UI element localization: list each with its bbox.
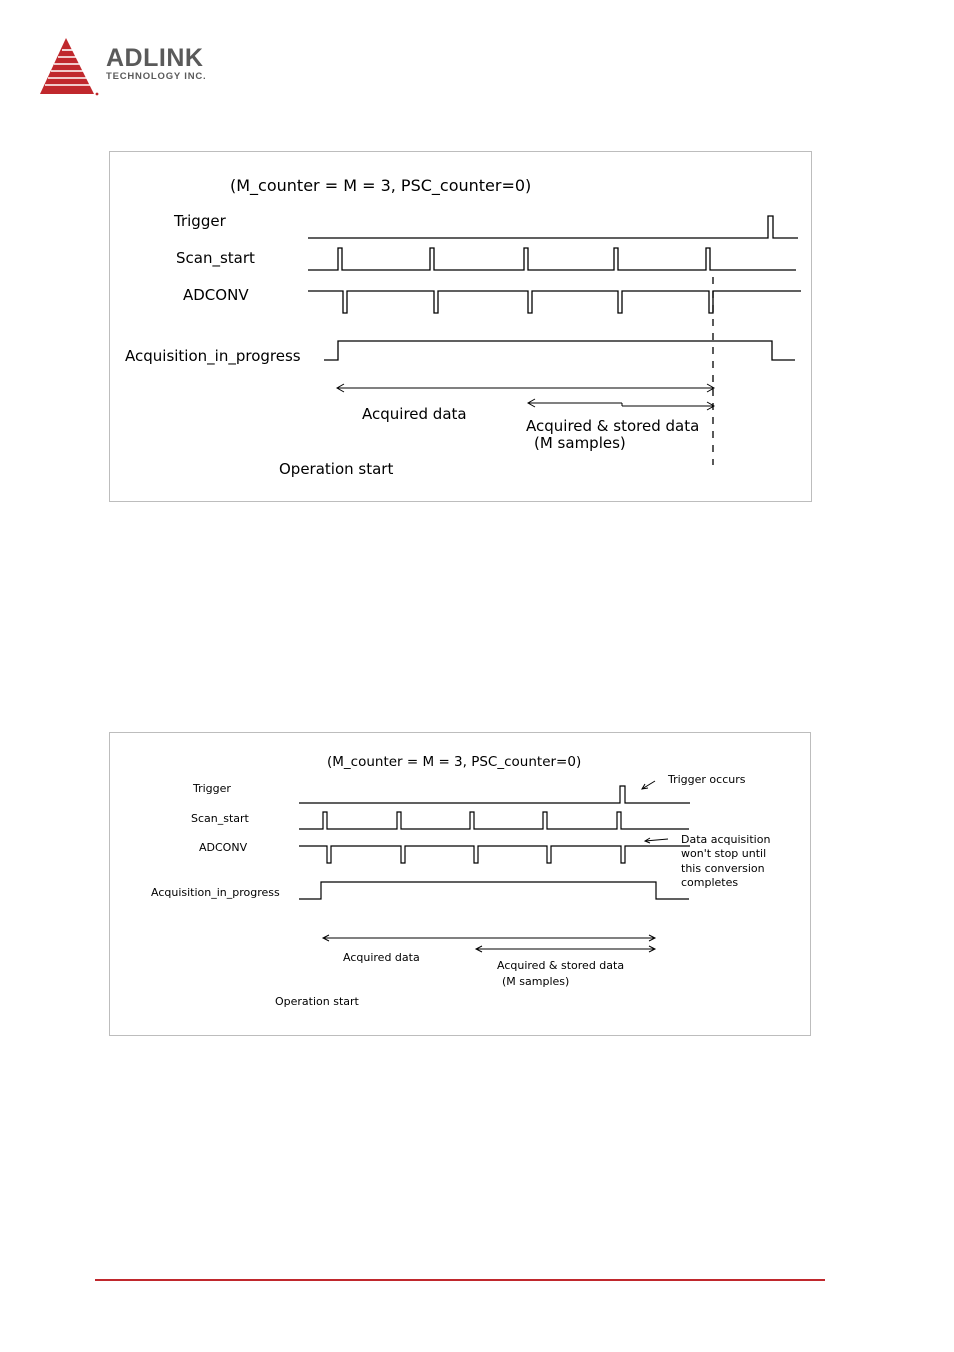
scan-start-waveform: [299, 812, 689, 829]
data-note-line-1: Data acquisition: [681, 833, 771, 846]
stored-data-label: Acquired & stored data: [497, 959, 625, 972]
stored-data-label: Acquired & stored data: [526, 417, 700, 435]
scan-start-waveform: [308, 248, 796, 270]
adlink-triangle-icon: [38, 36, 100, 98]
brand-name: ADLINK: [106, 44, 204, 72]
acq-in-progress-waveform: [324, 341, 795, 360]
acq-in-progress-waveform: [299, 882, 689, 899]
adlink-logo: [38, 36, 238, 100]
scan-start-label: Scan_start: [191, 812, 249, 825]
stored-data-note: (M samples): [502, 975, 570, 988]
trigger-waveform: [299, 786, 690, 803]
diagram-1-title: (M_counter = M = 3, PSC_counter=0): [230, 176, 532, 195]
adconv-waveform: [299, 846, 690, 863]
adconv-label: ADCONV: [199, 841, 248, 854]
data-note-line-2: won't stop until: [681, 847, 767, 860]
operation-start-label: Operation start: [275, 995, 359, 1008]
adconv-waveform: [308, 291, 801, 313]
diagram-2-title: (M_counter = M = 3, PSC_counter=0): [327, 754, 582, 770]
brand-subtitle: TECHNOLOGY INC.: [106, 71, 207, 82]
data-note-line-4: completes: [681, 876, 739, 889]
operation-start-label: Operation start: [279, 460, 394, 478]
trigger-label: Trigger: [193, 782, 231, 795]
scan-start-label: Scan_start: [176, 249, 255, 267]
data-note-line-3: this conversion: [681, 862, 765, 875]
trigger-label: Trigger: [174, 212, 226, 230]
stored-data-note: (M samples): [534, 434, 626, 452]
acquired-data-label: Acquired data: [362, 405, 467, 423]
acquired-data-label: Acquired data: [343, 951, 420, 964]
adconv-label: ADCONV: [183, 286, 249, 304]
acq-in-progress-label: Acquisition_in_progress: [125, 347, 301, 365]
trigger-waveform: [308, 216, 798, 238]
footer-rule: [95, 1279, 825, 1281]
acq-in-progress-label: Acquisition_in_progress: [151, 886, 280, 899]
trigger-occurs-note: Trigger occurs: [668, 773, 746, 786]
timing-diagram-2: [109, 732, 811, 1036]
timing-diagram-1: [109, 151, 812, 502]
